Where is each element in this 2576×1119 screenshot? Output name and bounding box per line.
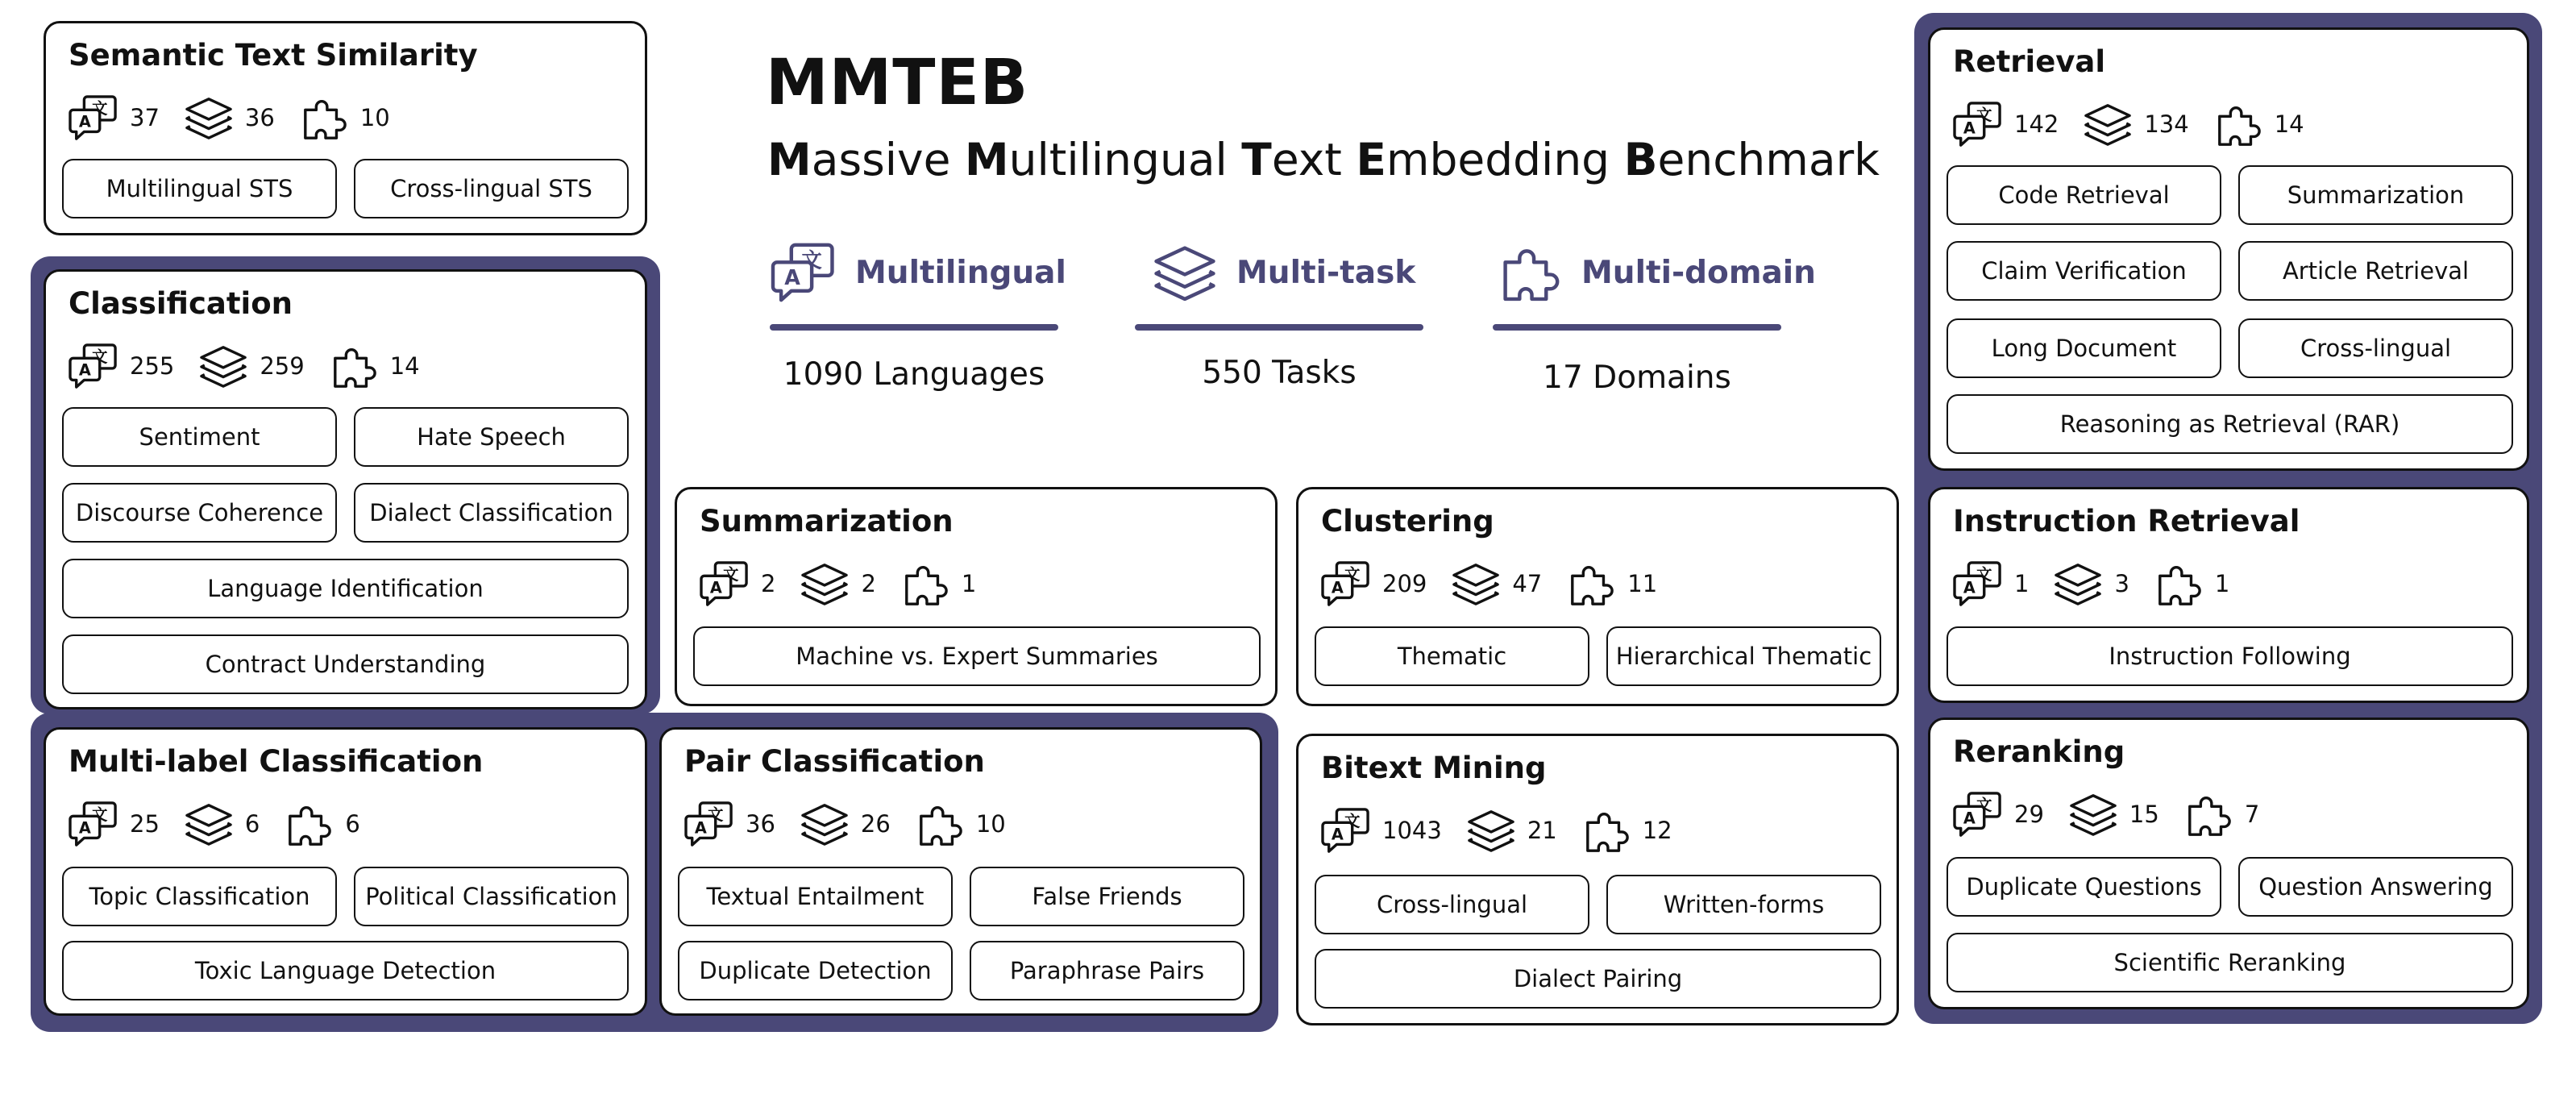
task-tag: Discourse Coherence xyxy=(62,483,337,543)
card-title: Semantic Text Similarity xyxy=(69,38,478,73)
card-stats xyxy=(1321,560,1681,607)
pillar-label: Multi-task xyxy=(1236,254,1416,291)
puzzle-icon xyxy=(2154,560,2204,607)
task-count: 15 xyxy=(2068,791,2159,838)
card-stats xyxy=(69,94,414,141)
task-tag: Cross-lingual xyxy=(2238,318,2513,378)
card-stats xyxy=(1953,101,2329,148)
task-tag: Duplicate Questions xyxy=(1947,857,2221,917)
task-tag: False Friends xyxy=(970,867,1244,926)
task-tag: Dialect Classification xyxy=(354,483,629,543)
task-tag: Instruction Following xyxy=(1947,626,2513,686)
language-icon xyxy=(1321,807,1371,854)
puzzle-icon xyxy=(284,801,334,847)
puzzle-icon xyxy=(1566,560,1616,607)
domain-count: 7 xyxy=(2183,791,2259,838)
card-stats xyxy=(69,801,384,847)
puzzle-icon xyxy=(915,801,965,847)
language-icon xyxy=(1321,560,1371,607)
task-tag: Contract Understanding xyxy=(62,634,629,694)
pillar-divider xyxy=(1493,324,1781,331)
card-instruction-retrieval xyxy=(1928,487,2529,703)
card-title: Retrieval xyxy=(1953,44,2106,79)
language-icon xyxy=(684,801,734,847)
card-title: Multi-label Classification xyxy=(69,744,484,779)
card-classification xyxy=(44,269,647,709)
language-count: 142 xyxy=(1953,101,2059,148)
card-title: Clustering xyxy=(1321,504,1494,539)
language-count: 29 xyxy=(1953,791,2044,838)
task-tag: Dialect Pairing xyxy=(1315,949,1881,1009)
language-count: 2 xyxy=(700,560,775,607)
domain-count: 6 xyxy=(284,801,359,847)
puzzle-icon xyxy=(900,560,950,607)
domain-count: 14 xyxy=(329,343,420,389)
task-count: 36 xyxy=(184,94,275,141)
task-count: 6 xyxy=(184,801,260,847)
task-tag: Machine vs. Expert Summaries xyxy=(693,626,1261,686)
language-count: 1043 xyxy=(1321,807,1442,854)
task-tag: Multilingual STS xyxy=(62,159,337,218)
puzzle-icon xyxy=(329,343,379,389)
task-tag: Hierarchical Thematic xyxy=(1606,626,1881,686)
domain-count: 12 xyxy=(1581,807,1672,854)
card-stats xyxy=(1953,560,2254,607)
pillar-multilingual xyxy=(770,242,1066,303)
card-title: Pair Classification xyxy=(684,744,985,779)
puzzle-icon xyxy=(1581,807,1631,854)
layers-icon xyxy=(1151,242,1219,303)
language-count: 36 xyxy=(684,801,775,847)
card-clustering xyxy=(1296,487,1899,706)
pillar-divider xyxy=(770,324,1058,331)
domain-count: 14 xyxy=(2213,101,2304,148)
domain-count: 10 xyxy=(915,801,1006,847)
card-retrieval xyxy=(1928,27,2529,471)
task-tag: Question Answering xyxy=(2238,857,2513,917)
task-tag: Toxic Language Detection xyxy=(62,941,629,1000)
task-tag: Cross-lingual STS xyxy=(354,159,629,218)
layers-icon xyxy=(1451,560,1501,607)
task-tag: Sentiment xyxy=(62,407,337,467)
card-stats xyxy=(700,560,1000,607)
task-tag: Written-forms xyxy=(1606,875,1881,934)
card-title: Summarization xyxy=(700,504,954,539)
card-title: Reranking xyxy=(1953,734,2125,769)
card-multi-label-classification xyxy=(44,727,647,1016)
pillar-value: 17 Domains xyxy=(1543,360,1731,396)
task-tag: Code Retrieval xyxy=(1947,165,2221,225)
language-count: 1 xyxy=(1953,560,2029,607)
language-icon xyxy=(1953,560,2003,607)
puzzle-icon xyxy=(2183,791,2233,838)
card-title: Classification xyxy=(69,286,293,321)
layers-icon xyxy=(184,94,234,141)
task-tag: Topic Classification xyxy=(62,867,337,926)
task-tag: Duplicate Detection xyxy=(678,941,953,1000)
task-tag: Summarization xyxy=(2238,165,2513,225)
language-icon xyxy=(69,801,118,847)
card-stats xyxy=(684,801,1030,847)
layers-icon xyxy=(2068,791,2118,838)
domain-count: 11 xyxy=(1566,560,1657,607)
domain-count: 1 xyxy=(900,560,976,607)
language-count: 37 xyxy=(69,94,160,141)
card-title: Bitext Mining xyxy=(1321,751,1547,785)
pillar-divider xyxy=(1135,324,1423,331)
task-tag: Textual Entailment xyxy=(678,867,953,926)
card-semantic-text-similarity xyxy=(44,21,647,235)
task-tag: Claim Verification xyxy=(1947,241,2221,301)
task-count: 26 xyxy=(800,801,891,847)
card-summarization xyxy=(675,487,1278,706)
task-count: 259 xyxy=(198,343,304,389)
card-bitext-mining xyxy=(1296,734,1899,1025)
language-icon xyxy=(1953,791,2003,838)
task-count: 2 xyxy=(800,560,875,607)
task-count: 47 xyxy=(1451,560,1542,607)
task-tag: Hate Speech xyxy=(354,407,629,467)
layers-icon xyxy=(184,801,234,847)
benchmark-title: MMTEB xyxy=(766,47,1029,119)
pillar-label: Multilingual xyxy=(855,254,1066,291)
layers-icon xyxy=(198,343,248,389)
domain-count: 10 xyxy=(299,94,390,141)
domain-count: 1 xyxy=(2154,560,2229,607)
layers-icon xyxy=(1466,807,1516,854)
pillar-value: 1090 Languages xyxy=(783,356,1045,393)
card-stats xyxy=(69,343,444,389)
language-icon xyxy=(69,343,118,389)
task-tag: Scientific Reranking xyxy=(1947,933,2513,992)
pillar-multi-domain xyxy=(1496,242,1816,303)
card-title: Instruction Retrieval xyxy=(1953,504,2300,539)
card-stats xyxy=(1321,807,1697,854)
language-count: 255 xyxy=(69,343,174,389)
task-tag: Paraphrase Pairs xyxy=(970,941,1244,1000)
pillar-multi-task xyxy=(1151,242,1415,303)
layers-icon xyxy=(2083,101,2133,148)
card-reranking xyxy=(1928,718,2529,1009)
language-icon xyxy=(69,94,118,141)
task-count: 21 xyxy=(1466,807,1557,854)
task-tag: Reasoning as Retrieval (RAR) xyxy=(1947,394,2513,454)
pillar-value: 550 Tasks xyxy=(1202,355,1357,391)
pillar-label: Multi-domain xyxy=(1581,254,1816,291)
language-count: 209 xyxy=(1321,560,1427,607)
task-tag: Political Classification xyxy=(354,867,629,926)
language-icon xyxy=(1953,101,2003,148)
task-tag: Article Retrieval xyxy=(2238,241,2513,301)
puzzle-icon xyxy=(1496,242,1564,303)
task-tag: Long Document xyxy=(1947,318,2221,378)
layers-icon xyxy=(2053,560,2103,607)
task-tag: Cross-lingual xyxy=(1315,875,1589,934)
language-icon xyxy=(770,242,837,303)
benchmark-subtitle: Massive Multilingual Text Embedding Benchmark xyxy=(767,134,1880,185)
task-count: 134 xyxy=(2083,101,2188,148)
card-pair-classification xyxy=(659,727,1262,1016)
language-icon xyxy=(700,560,750,607)
task-tag: Thematic xyxy=(1315,626,1589,686)
puzzle-icon xyxy=(299,94,349,141)
layers-icon xyxy=(800,560,850,607)
language-count: 25 xyxy=(69,801,160,847)
layers-icon xyxy=(800,801,850,847)
puzzle-icon xyxy=(2213,101,2263,148)
task-tag: Language Identification xyxy=(62,559,629,618)
card-stats xyxy=(1953,791,2283,838)
task-count: 3 xyxy=(2053,560,2129,607)
